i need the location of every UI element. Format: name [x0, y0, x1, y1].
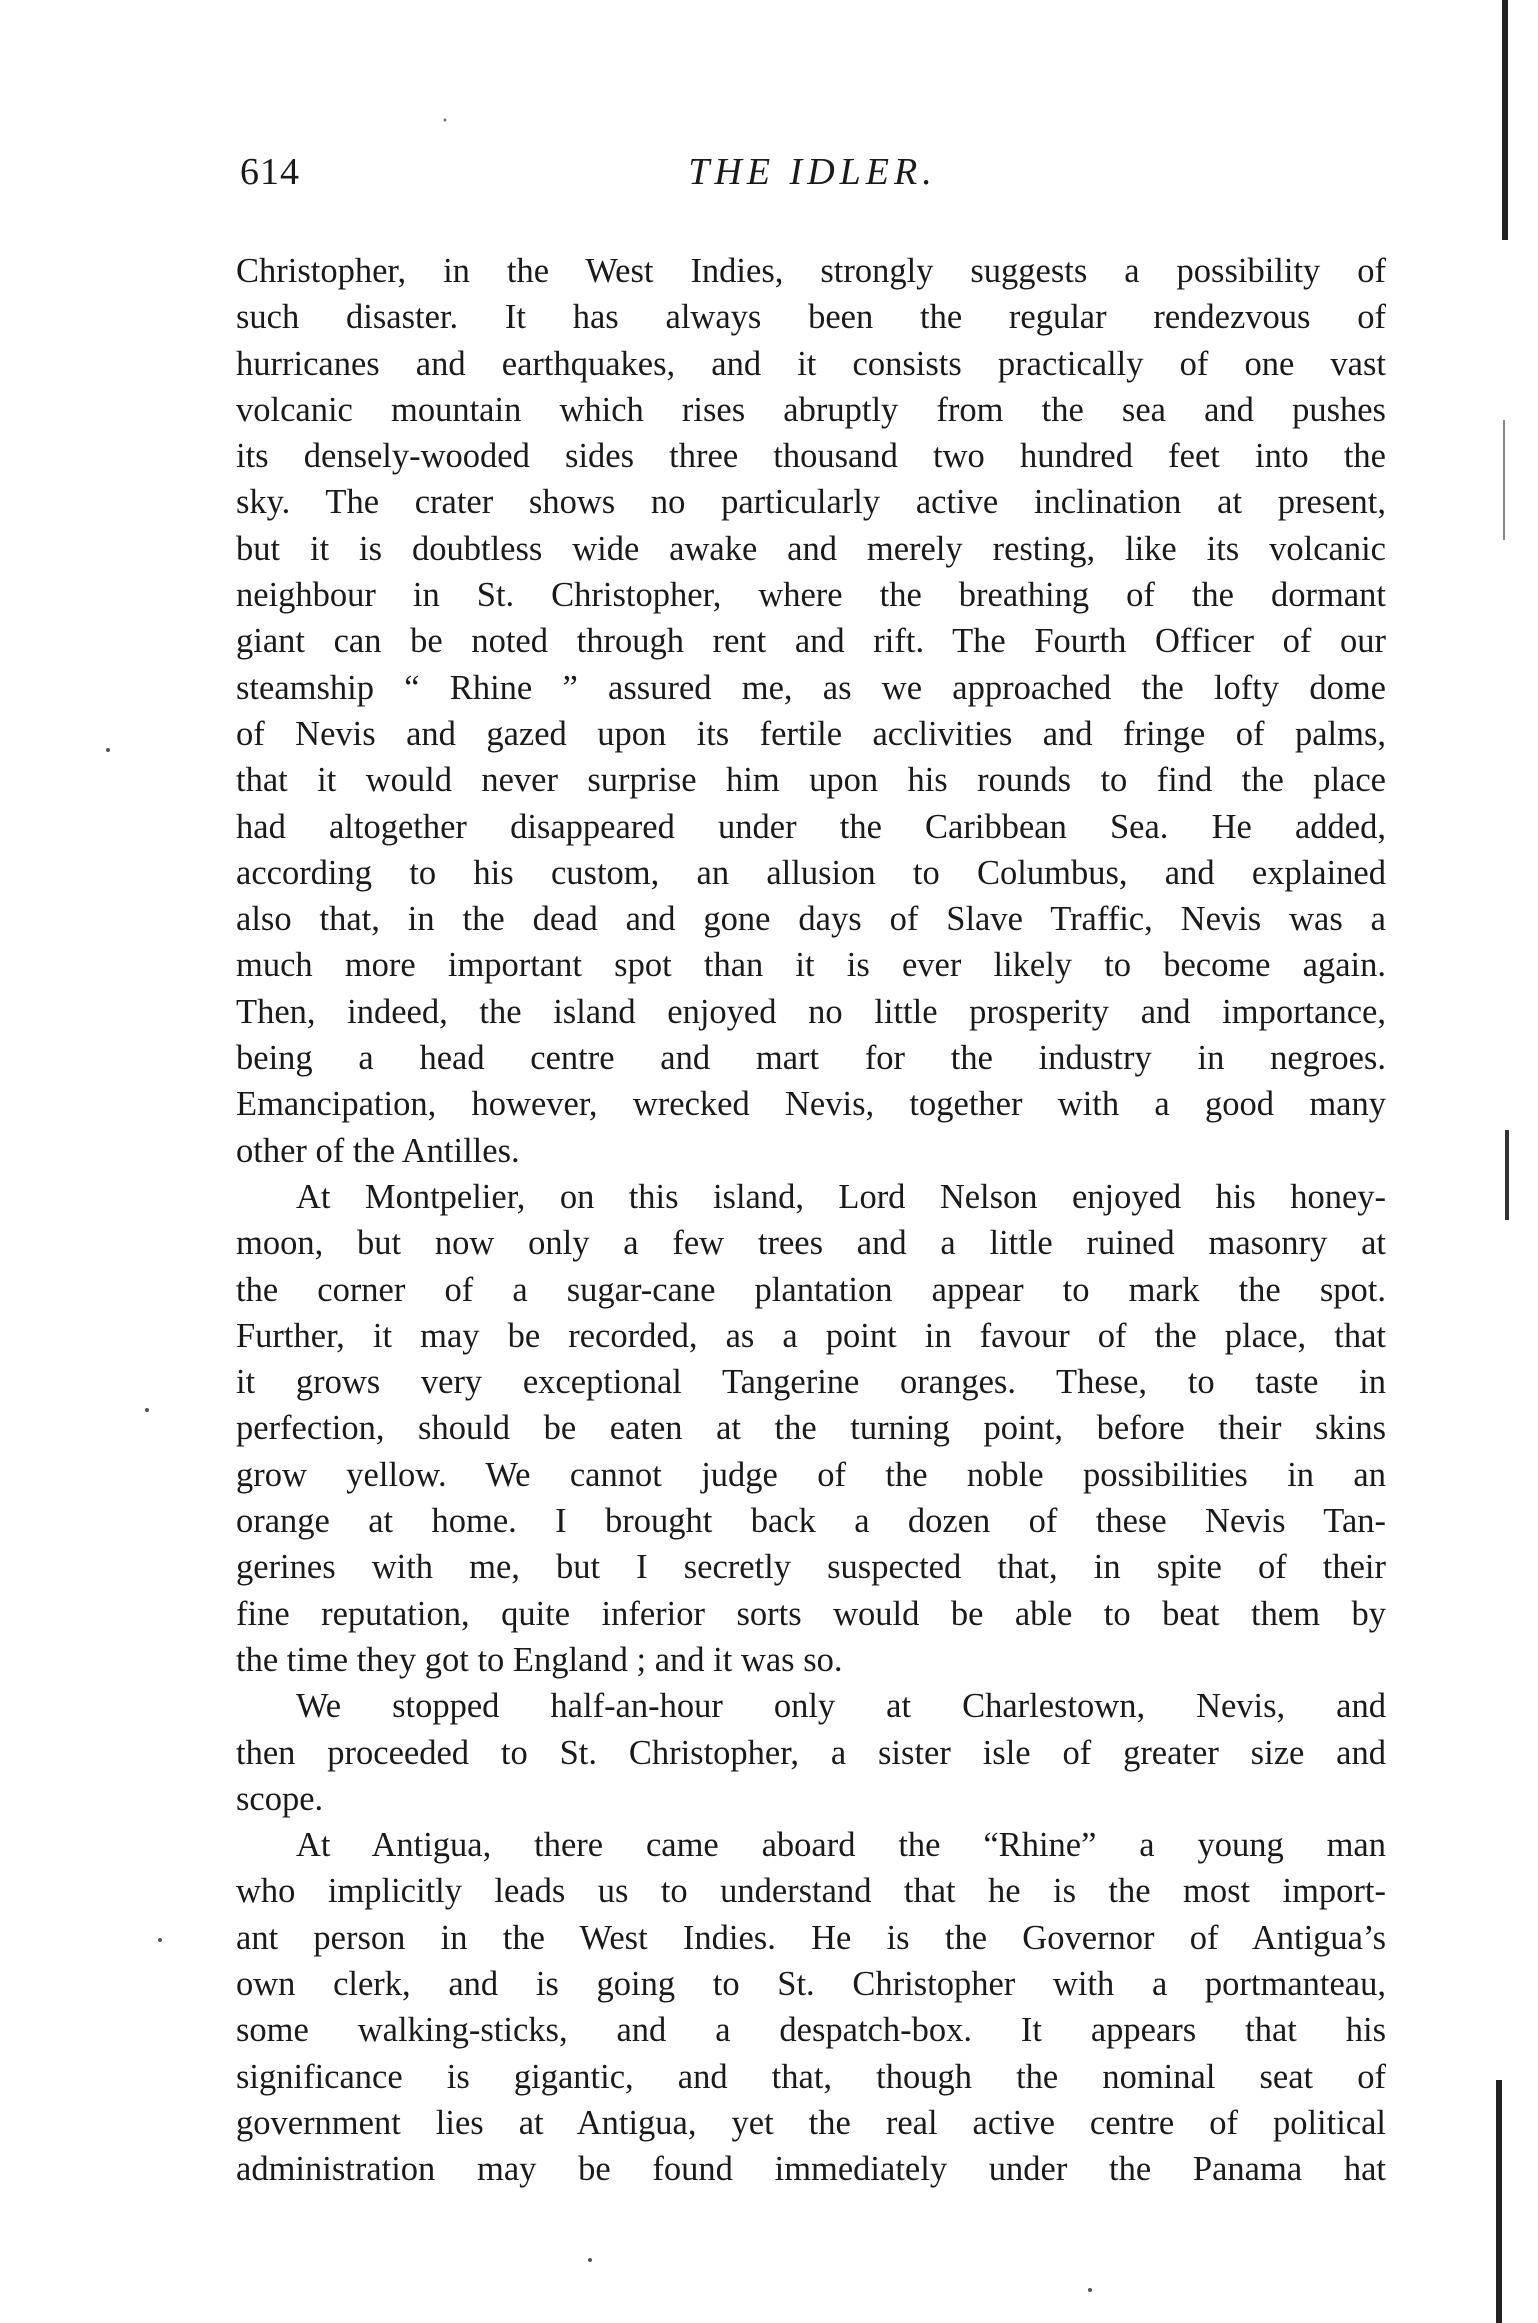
- text-line: steamship “ Rhine ” assured me, as we approached the lofty dome: [236, 668, 1386, 707]
- scan-edge-line-mid: [1505, 1130, 1509, 1220]
- scan-edge-line-top: [1502, 0, 1508, 240]
- speck: [588, 2258, 592, 2262]
- speck: [158, 1938, 162, 1942]
- text-line: neighbour in St. Christopher, where the breathing of the dormant: [236, 576, 1386, 615]
- text-line: much more important spot than it is ever likely to become again.: [236, 946, 1386, 985]
- text-line: orange at home. I brought back a dozen of these Nevis Tan-: [236, 1502, 1386, 1541]
- text-line: then proceeded to St. Christopher, a sister isle of greater size and: [236, 1733, 1386, 1772]
- text-line: hurricanes and earthquakes, and it consists practically of one vast: [236, 344, 1386, 383]
- paragraph: [236, 1174, 1386, 1683]
- text-line: government lies at Antigua, yet the real active centre of political: [236, 2103, 1386, 2142]
- running-head: [240, 150, 1385, 210]
- text-line: gerines with me, but I secretly suspected that, in spite of their: [236, 1548, 1386, 1587]
- speck: [1088, 2288, 1092, 2292]
- scan-edge-line-bottom: [1496, 2080, 1502, 2323]
- paragraph: [236, 1683, 1386, 1822]
- text-line: moon, but now only a few trees and a little ruined masonry at: [236, 1224, 1386, 1263]
- speck: [106, 748, 110, 752]
- text-line: its densely-wooded sides three thousand two hundred feet into the: [236, 437, 1386, 476]
- text-line: sky. The crater shows no particularly active inclination at present,: [236, 483, 1386, 522]
- text-line: We stopped half-an-hour only at Charlestown, Nevis, and: [296, 1687, 1386, 1726]
- text-line: also that, in the dead and gone days of Slave Traffic, Nevis was a: [236, 900, 1386, 939]
- text-line: administration may be found immediately under the Panama hat: [236, 2150, 1386, 2189]
- text-line: own clerk, and is going to St. Christopher with a portmanteau,: [236, 1964, 1386, 2003]
- text-line: volcanic mountain which rises abruptly from the sea and pushes: [236, 390, 1386, 429]
- text-line: giant can be noted through rent and rift. The Fourth Officer of our: [236, 622, 1386, 661]
- text-line: At Antigua, there came aboard the “Rhine” a young man: [296, 1826, 1386, 1865]
- text-line: of Nevis and gazed upon its fertile acclivities and fringe of palms,: [236, 714, 1386, 753]
- text-line: being a head centre and mart for the industry in negroes.: [236, 1039, 1386, 1078]
- text-line: but it is doubtless wide awake and merely resting, like its volcanic: [236, 529, 1386, 568]
- text-line: such disaster. It has always been the regular rendezvous of: [236, 298, 1386, 337]
- page-number: 614: [240, 151, 300, 193]
- text-line: other of the Antilles.: [236, 1131, 520, 1170]
- text-line: fine reputation, quite inferior sorts would be able to beat them by: [236, 1594, 1386, 1633]
- text-line: had altogether disappeared under the Caribbean Sea. He added,: [236, 807, 1386, 846]
- text-line: ant person in the West Indies. He is the Governor of Antigua’s: [236, 1918, 1386, 1957]
- text-line: some walking-sticks, and a despatch-box. It appears that his: [236, 2011, 1386, 2050]
- paragraph: [236, 248, 1386, 1174]
- body-text: [236, 248, 1386, 2192]
- text-line: it grows very exceptional Tangerine oranges. These, to taste in: [236, 1363, 1386, 1402]
- paragraph: [236, 1822, 1386, 2192]
- text-line: grow yellow. We cannot judge of the noble possibilities in an: [236, 1455, 1386, 1494]
- text-line: Then, indeed, the island enjoyed no little prosperity and importance,: [236, 992, 1386, 1031]
- text-line: At Montpelier, on this island, Lord Nelson enjoyed his honey-: [296, 1177, 1386, 1216]
- text-line: perfection, should be eaten at the turning point, before their skins: [236, 1409, 1386, 1448]
- text-line: scope.: [236, 1779, 324, 1818]
- text-line: significance is gigantic, and that, though the nominal seat of: [236, 2057, 1386, 2096]
- speck: [444, 119, 447, 122]
- text-line: the time they got to England ; and it was so.: [236, 1640, 843, 1679]
- text-line: according to his custom, an allusion to Columbus, and explained: [236, 853, 1386, 892]
- scan-edge-faint: [1503, 420, 1505, 540]
- text-line: Christopher, in the West Indies, strongly suggests a possibility of: [236, 252, 1386, 290]
- speck: [145, 1408, 149, 1412]
- text-line: Emancipation, however, wrecked Nevis, together with a good many: [236, 1085, 1386, 1124]
- journal-title: THE IDLER.: [688, 151, 937, 193]
- text-line: that it would never surprise him upon his rounds to find the place: [236, 761, 1386, 800]
- text-line: Further, it may be recorded, as a point in favour of the place, that: [236, 1316, 1386, 1355]
- text-line: who implicitly leads us to understand that he is the most import-: [236, 1872, 1386, 1911]
- text-line: the corner of a sugar-cane plantation appear to mark the spot.: [236, 1270, 1386, 1309]
